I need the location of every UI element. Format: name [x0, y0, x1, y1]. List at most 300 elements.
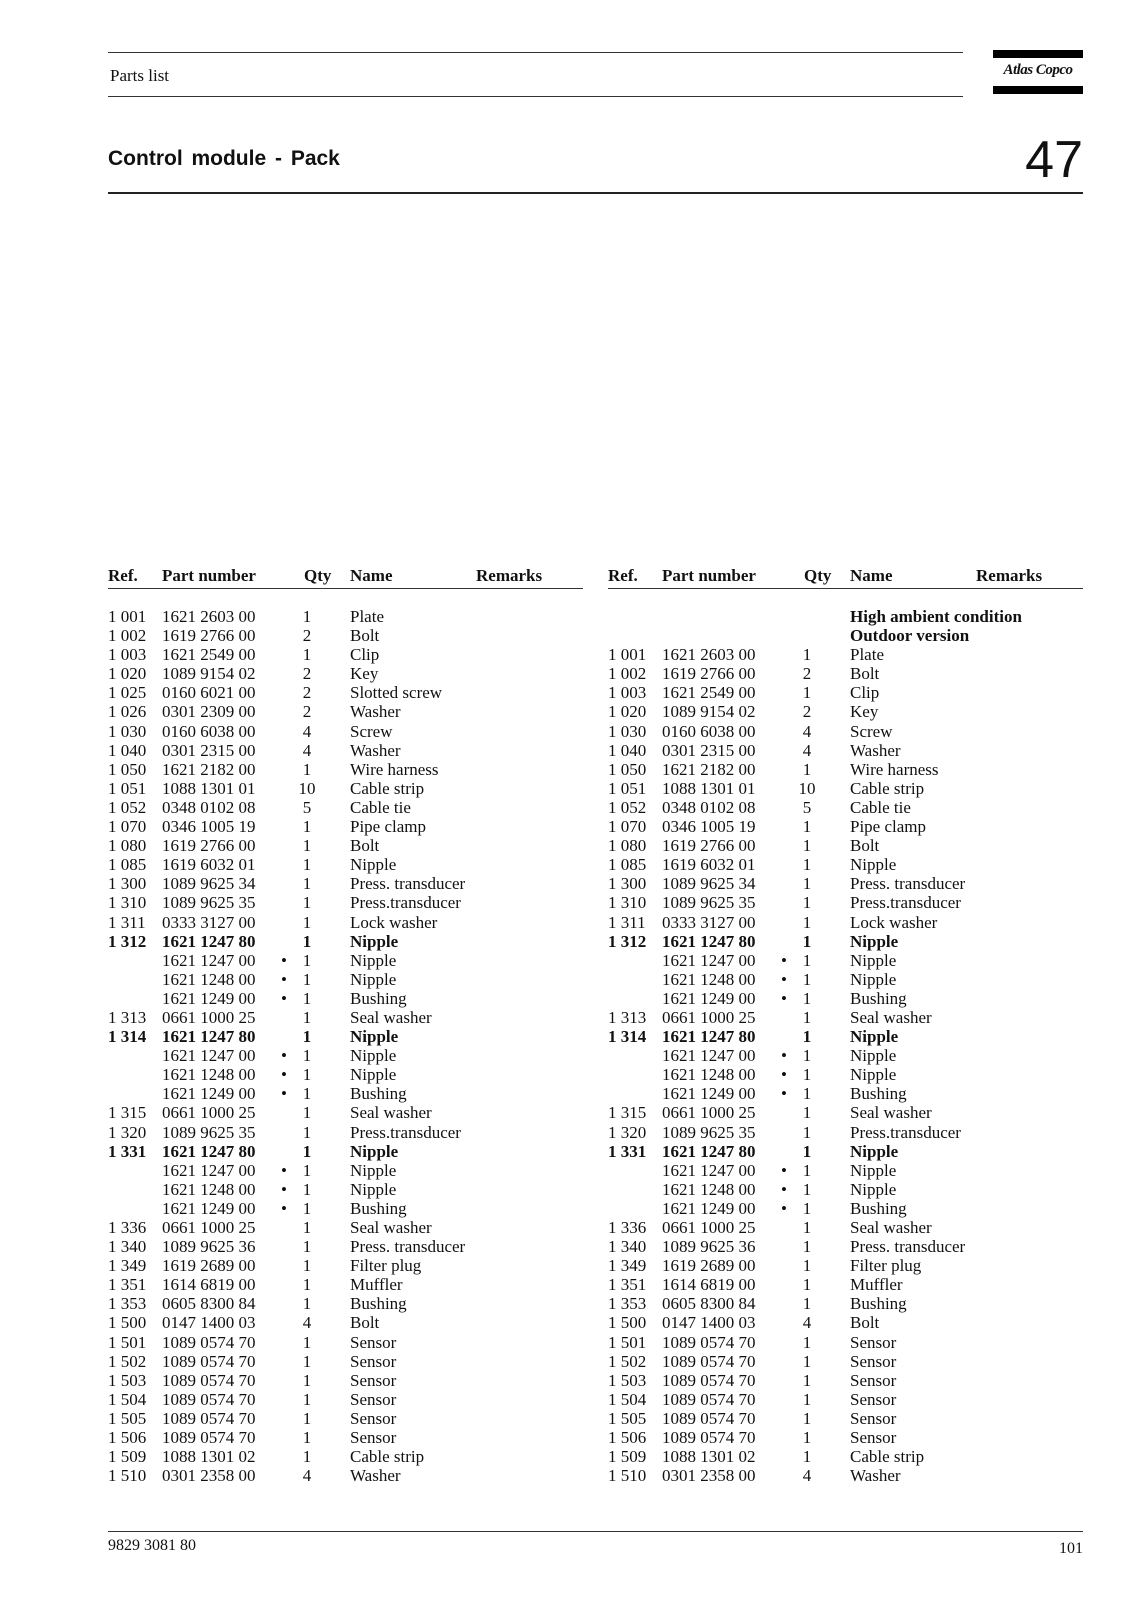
footer-rule	[108, 1531, 1083, 1532]
cell-ref: 1 502	[608, 1351, 647, 1371]
parts-table-left	[108, 566, 583, 1485]
cell-name: Cable tie	[350, 797, 411, 817]
cell-ref: 1 501	[608, 1332, 647, 1352]
cell-part-number: 0301 2358 00	[162, 1466, 256, 1486]
cell-part-number: 1089 9625 35	[162, 1122, 256, 1142]
cell-part-number: 0346 1005 19	[662, 817, 756, 837]
cell-qty: 1	[302, 836, 312, 856]
table-row	[608, 1333, 1083, 1352]
cell-ref: 1 002	[108, 626, 147, 646]
cell-part-number: 0333 3127 00	[162, 912, 256, 932]
cell-qty: 1	[302, 1428, 312, 1448]
table-row	[608, 1313, 1083, 1332]
cell-ref: 1 052	[108, 797, 147, 817]
cell-ref: 1 331	[608, 1141, 647, 1161]
cell-name: Nipple	[850, 1141, 899, 1161]
cell-name: Seal washer	[350, 1103, 432, 1123]
cell-qty: 1	[302, 817, 312, 837]
cell-name: Washer	[350, 702, 401, 722]
cell-qty: 1	[302, 1065, 312, 1085]
cell-ref: 1 026	[108, 702, 147, 722]
cell-qty: 1	[302, 607, 312, 626]
cell-name: Key	[850, 702, 879, 722]
table-row	[608, 1294, 1083, 1313]
cell-part-number: 1089 9154 02	[162, 664, 256, 684]
cell-part-number: 1089 0574 70	[162, 1332, 256, 1352]
cell-qty: 4	[802, 721, 812, 741]
cell-part-number: 1089 9625 34	[162, 874, 256, 894]
cell-ref: 1 050	[108, 759, 147, 779]
table-row	[108, 1123, 583, 1142]
cell-name: Press. transducer	[850, 1237, 966, 1257]
table-row	[108, 817, 583, 836]
cell-part-number: 1089 0574 70	[662, 1332, 756, 1352]
cell-ref: 1 311	[608, 912, 646, 932]
cell-part-number: 1621 1247 00	[162, 950, 256, 970]
cell-name: Press.transducer	[850, 1122, 961, 1142]
cell-ref: 1 510	[608, 1466, 647, 1486]
table-row	[108, 1352, 583, 1371]
cell-part-number: 1621 1248 00	[162, 1065, 256, 1085]
cell-qty: 1	[802, 1198, 812, 1218]
cell-part-number: 1621 1248 00	[662, 969, 756, 989]
table-row	[608, 760, 1083, 779]
bullet-marker: •	[281, 1179, 287, 1199]
cell-ref: 1 020	[608, 702, 647, 722]
cell-qty: 1	[302, 912, 312, 932]
cell-part-number: 1089 0574 70	[162, 1370, 256, 1390]
cell-part-number: 1089 0574 70	[162, 1408, 256, 1428]
cell-qty: 1	[302, 1389, 312, 1409]
cell-ref: 1 505	[108, 1408, 147, 1428]
cell-part-number: 1621 1248 00	[162, 1179, 256, 1199]
cell-name: Plate	[350, 607, 384, 626]
cell-ref: 1 506	[608, 1428, 647, 1448]
cell-qty: 1	[802, 1428, 812, 1448]
column-header-part-number: Part number	[662, 566, 756, 585]
cell-ref: 1 500	[108, 1313, 147, 1333]
cell-name: Nipple	[350, 1046, 397, 1066]
table-row	[608, 951, 1083, 970]
cell-ref: 1 050	[608, 759, 647, 779]
cell-ref: 1 030	[608, 721, 647, 741]
table-row	[108, 932, 583, 951]
cell-part-number: 1621 1249 00	[162, 988, 256, 1008]
section-number: 47	[1025, 131, 1083, 189]
cell-qty: 2	[302, 683, 312, 703]
cell-name: Sensor	[850, 1332, 897, 1352]
cell-ref: 1 500	[608, 1313, 647, 1333]
cell-name: Sensor	[850, 1428, 897, 1448]
table-row	[608, 1390, 1083, 1409]
table-row	[108, 1218, 583, 1237]
cell-part-number: 1621 1247 80	[162, 931, 256, 951]
table-row	[108, 874, 583, 893]
cell-name: Nipple	[850, 969, 897, 989]
cell-name: Press.transducer	[850, 893, 961, 913]
table-row	[108, 1275, 583, 1294]
cell-qty: 1	[302, 759, 312, 779]
cell-part-number: 0661 1000 25	[162, 1103, 256, 1123]
table-row	[108, 1333, 583, 1352]
cell-ref: 1 300	[108, 874, 147, 894]
cell-name: Nipple	[350, 855, 397, 875]
cell-part-number: 1088 1301 02	[162, 1447, 256, 1467]
cell-name: Outdoor version	[850, 626, 970, 646]
table-row	[608, 1218, 1083, 1237]
cell-part-number: 0147 1400 03	[662, 1313, 756, 1333]
cell-part-number: 1621 1247 00	[162, 1160, 256, 1180]
bullet-marker: •	[281, 1198, 287, 1218]
table-row	[608, 1237, 1083, 1256]
cell-name: Lock washer	[850, 912, 938, 932]
cell-ref: 1 340	[608, 1237, 647, 1257]
cell-part-number: 0301 2315 00	[662, 740, 756, 760]
cell-ref: 1 025	[108, 683, 147, 703]
cell-ref: 1 336	[108, 1218, 147, 1237]
cell-qty: 4	[802, 740, 812, 760]
cell-part-number: 1089 9154 02	[662, 702, 756, 722]
cell-part-number: 1614 6819 00	[662, 1275, 756, 1295]
cell-part-number: 0661 1000 25	[662, 1218, 756, 1237]
table-row	[608, 855, 1083, 874]
cell-name: Cable tie	[850, 797, 911, 817]
cell-qty: 1	[302, 1275, 312, 1295]
table-row	[108, 989, 583, 1008]
cell-name: Cable strip	[850, 778, 925, 798]
cell-qty: 1	[802, 1237, 812, 1257]
cell-qty: 1	[302, 1408, 312, 1428]
cell-name: Cable strip	[350, 1447, 425, 1467]
table-row	[608, 683, 1083, 702]
table-row	[608, 932, 1083, 951]
cell-part-number: 1621 1248 00	[162, 969, 256, 989]
cell-name: Muffler	[850, 1275, 903, 1295]
cell-part-number: 1089 0574 70	[162, 1351, 256, 1371]
cell-ref: 1 509	[108, 1447, 147, 1467]
cell-ref: 1 085	[608, 855, 647, 875]
table-row	[608, 874, 1083, 893]
cell-name: Nipple	[850, 1065, 897, 1085]
cell-part-number: 1621 2182 00	[162, 759, 256, 779]
cell-name: Nipple	[350, 1065, 397, 1085]
table-row	[108, 645, 583, 664]
cell-part-number: 1089 0574 70	[662, 1351, 756, 1371]
cell-qty: 4	[302, 1313, 312, 1333]
cell-part-number: 0301 2315 00	[162, 740, 256, 760]
table-row	[108, 1294, 583, 1313]
bullet-marker: •	[281, 1065, 287, 1085]
table-row	[108, 626, 583, 645]
bullet-marker: •	[281, 950, 287, 970]
table-row	[108, 1466, 583, 1485]
cell-part-number: 1619 2766 00	[662, 664, 756, 684]
cell-part-number: 0301 2358 00	[662, 1466, 756, 1486]
cell-part-number: 1621 1249 00	[662, 988, 756, 1008]
column-header-ref: Ref.	[608, 566, 638, 585]
cell-ref: 1 353	[108, 1294, 147, 1314]
cell-qty: 10	[798, 778, 816, 798]
cell-ref: 1 503	[608, 1370, 647, 1390]
cell-name: Seal washer	[850, 1103, 932, 1123]
cell-name: Press.transducer	[350, 1122, 461, 1142]
cell-qty: 1	[302, 1237, 312, 1257]
cell-part-number: 1621 1247 00	[662, 1046, 756, 1066]
cell-name: Nipple	[350, 1160, 397, 1180]
cell-part-number: 1621 1247 80	[662, 1141, 756, 1161]
cell-ref: 1 001	[608, 645, 647, 665]
cell-ref: 1 085	[108, 855, 147, 875]
cell-ref: 1 070	[108, 817, 147, 837]
parts-table-right	[608, 566, 1083, 1485]
cell-name: Seal washer	[350, 1007, 432, 1027]
cell-qty: 1	[302, 1256, 312, 1276]
cell-ref: 1 070	[608, 817, 647, 837]
cell-qty: 1	[802, 1065, 812, 1085]
cell-name: Bushing	[850, 1084, 907, 1104]
table-row	[608, 722, 1083, 741]
table-row	[608, 1352, 1083, 1371]
cell-qty: 1	[802, 1447, 812, 1467]
cell-part-number: 0661 1000 25	[662, 1007, 756, 1027]
cell-qty: 1	[802, 1408, 812, 1428]
cell-qty: 1	[302, 1351, 312, 1371]
table-row	[108, 1180, 583, 1199]
cell-part-number: 1621 2603 00	[162, 607, 256, 626]
cell-qty: 1	[302, 969, 312, 989]
cell-ref: 1 052	[608, 797, 647, 817]
table-header	[108, 566, 583, 589]
cell-qty: 1	[802, 645, 812, 665]
cell-qty: 1	[802, 759, 812, 779]
table-row	[608, 817, 1083, 836]
cell-ref: 1 312	[608, 931, 647, 951]
cell-name: Nipple	[850, 1179, 897, 1199]
table-row	[608, 1409, 1083, 1428]
table-row	[608, 1428, 1083, 1447]
table-row	[608, 1027, 1083, 1046]
cell-name: Lock washer	[350, 912, 438, 932]
cell-qty: 1	[802, 836, 812, 856]
cell-qty: 1	[302, 1103, 312, 1123]
cell-ref: 1 310	[608, 893, 647, 913]
table-row	[108, 798, 583, 817]
cell-ref: 1 501	[108, 1332, 147, 1352]
cell-name: Cable strip	[850, 1447, 925, 1467]
cell-part-number: 1089 0574 70	[662, 1370, 756, 1390]
cell-part-number: 1619 6032 01	[162, 855, 256, 875]
cell-qty: 1	[302, 645, 312, 665]
cell-name: Nipple	[350, 969, 397, 989]
atlas-copco-logo	[993, 50, 1083, 94]
cell-qty: 2	[802, 702, 812, 722]
cell-part-number: 1621 2549 00	[162, 645, 256, 665]
cell-qty: 4	[302, 721, 312, 741]
table-row	[108, 760, 583, 779]
table-row	[608, 1008, 1083, 1027]
cell-qty: 1	[302, 1160, 312, 1180]
cell-ref: 1 080	[608, 836, 647, 856]
cell-part-number: 1089 9625 35	[162, 893, 256, 913]
cell-part-number: 1621 1249 00	[662, 1198, 756, 1218]
cell-ref: 1 020	[108, 664, 147, 684]
cell-qty: 4	[302, 1466, 312, 1486]
table-row	[108, 970, 583, 989]
cell-name: Bolt	[350, 626, 380, 646]
table-row	[108, 741, 583, 760]
cell-ref: 1 504	[108, 1389, 147, 1409]
cell-qty: 2	[302, 702, 312, 722]
cell-qty: 1	[302, 1122, 312, 1142]
table-row	[608, 741, 1083, 760]
cell-ref: 1 504	[608, 1389, 647, 1409]
cell-qty: 1	[802, 1007, 812, 1027]
cell-name: Sensor	[350, 1351, 397, 1371]
table-row	[108, 1313, 583, 1332]
cell-name: Sensor	[350, 1408, 397, 1428]
table-row	[608, 836, 1083, 855]
cell-qty: 1	[802, 1370, 812, 1390]
cell-ref: 1 313	[608, 1007, 647, 1027]
cell-qty: 1	[802, 1027, 812, 1047]
cell-name: Washer	[350, 1466, 401, 1486]
cell-name: Bushing	[350, 1294, 407, 1314]
cell-name: Slotted screw	[350, 683, 443, 703]
table-row	[608, 798, 1083, 817]
cell-qty: 1	[802, 1275, 812, 1295]
cell-part-number: 0160 6038 00	[662, 721, 756, 741]
cell-ref: 1 331	[108, 1141, 147, 1161]
cell-part-number: 0147 1400 03	[162, 1313, 256, 1333]
cell-name: Muffler	[350, 1275, 403, 1295]
column-header-name: Name	[350, 566, 393, 585]
cell-part-number: 1089 0574 70	[662, 1408, 756, 1428]
cell-part-number: 1621 1247 80	[162, 1141, 256, 1161]
cell-name: High ambient condition	[850, 607, 1022, 626]
cell-name: Plate	[850, 645, 884, 665]
table-row	[608, 1199, 1083, 1218]
cell-ref: 1 314	[108, 1027, 147, 1047]
header-bottom-rule	[108, 96, 963, 97]
cell-ref: 1 315	[608, 1103, 647, 1123]
cell-part-number: 1621 2603 00	[662, 645, 756, 665]
logo-wordmark: Atlas Copco	[1003, 62, 1073, 78]
cell-ref: 1 311	[108, 912, 146, 932]
bullet-marker: •	[281, 1084, 287, 1104]
cell-name: Nipple	[350, 1141, 399, 1161]
cell-qty: 2	[802, 664, 812, 684]
cell-ref: 1 351	[608, 1275, 647, 1295]
table-row	[608, 1084, 1083, 1103]
table-row	[108, 836, 583, 855]
cell-name: Bushing	[350, 1084, 407, 1104]
header-top-rule	[108, 52, 963, 53]
cell-qty: 1	[302, 1447, 312, 1467]
cell-part-number: 1621 1247 00	[662, 950, 756, 970]
cell-qty: 4	[802, 1466, 812, 1486]
cell-name: Nipple	[850, 1027, 899, 1047]
cell-part-number: 1621 1249 00	[162, 1084, 256, 1104]
cell-qty: 1	[802, 1103, 812, 1123]
table-row	[608, 1103, 1083, 1122]
cell-name: Nipple	[850, 855, 897, 875]
cell-qty: 2	[302, 626, 312, 646]
cell-qty: 1	[802, 1332, 812, 1352]
cell-qty: 1	[302, 1007, 312, 1027]
bullet-marker: •	[281, 1046, 287, 1066]
cell-part-number: 1089 9625 34	[662, 874, 756, 894]
cell-part-number: 1088 1301 02	[662, 1447, 756, 1467]
cell-ref: 1 051	[108, 778, 147, 798]
table-row	[108, 607, 583, 626]
cell-name: Bolt	[350, 1313, 380, 1333]
table-row	[108, 1371, 583, 1390]
header-label: Parts list	[110, 66, 170, 85]
cell-qty: 1	[302, 1027, 312, 1047]
cell-qty: 1	[302, 1370, 312, 1390]
cell-name: Pipe clamp	[850, 817, 927, 837]
page-title: Control module - Pack	[108, 147, 340, 170]
table-row	[608, 645, 1083, 664]
cell-name: Filter plug	[350, 1256, 422, 1276]
cell-qty: 4	[302, 740, 312, 760]
cell-name: Wire harness	[850, 759, 939, 779]
cell-part-number: 1621 1247 00	[162, 1046, 256, 1066]
bullet-marker: •	[781, 1084, 787, 1104]
table-row	[108, 951, 583, 970]
bullet-marker: •	[281, 988, 287, 1008]
cell-name: Bushing	[850, 1294, 907, 1314]
cell-part-number: 1619 2689 00	[662, 1256, 756, 1276]
table-row	[108, 1256, 583, 1275]
cell-name: Sensor	[850, 1389, 897, 1409]
table-row	[608, 989, 1083, 1008]
cell-name: Nipple	[350, 950, 397, 970]
cell-ref: 1 505	[608, 1408, 647, 1428]
cell-part-number: 0160 6038 00	[162, 721, 256, 741]
cell-name: Bushing	[350, 988, 407, 1008]
table-group-heading	[608, 607, 1083, 626]
cell-name: Sensor	[350, 1428, 397, 1448]
cell-name: Press. transducer	[350, 1237, 466, 1257]
table-row	[608, 1046, 1083, 1065]
table-group-heading	[608, 626, 1083, 645]
cell-name: Washer	[850, 1466, 901, 1486]
cell-ref: 1 349	[608, 1256, 647, 1276]
table-row	[608, 1180, 1083, 1199]
cell-qty: 1	[802, 969, 812, 989]
cell-qty: 1	[302, 1218, 312, 1237]
table-row	[608, 1065, 1083, 1084]
cell-name: Cable strip	[350, 778, 425, 798]
cell-name: Bolt	[350, 836, 380, 856]
bullet-marker: •	[281, 1160, 287, 1180]
cell-name: Clip	[850, 683, 880, 703]
table-row	[108, 1008, 583, 1027]
cell-part-number: 0605 8300 84	[162, 1294, 256, 1314]
cell-ref: 1 040	[108, 740, 147, 760]
bullet-marker: •	[781, 1046, 787, 1066]
column-header-qty: Qty	[804, 566, 832, 585]
cell-ref: 1 001	[108, 607, 147, 626]
table-row	[608, 702, 1083, 721]
table-row	[108, 722, 583, 741]
cell-ref: 1 002	[608, 664, 647, 684]
column-header-ref: Ref.	[108, 566, 138, 585]
cell-ref: 1 030	[108, 721, 147, 741]
cell-qty: 1	[302, 1179, 312, 1199]
cell-part-number: 1621 1247 80	[662, 931, 756, 951]
